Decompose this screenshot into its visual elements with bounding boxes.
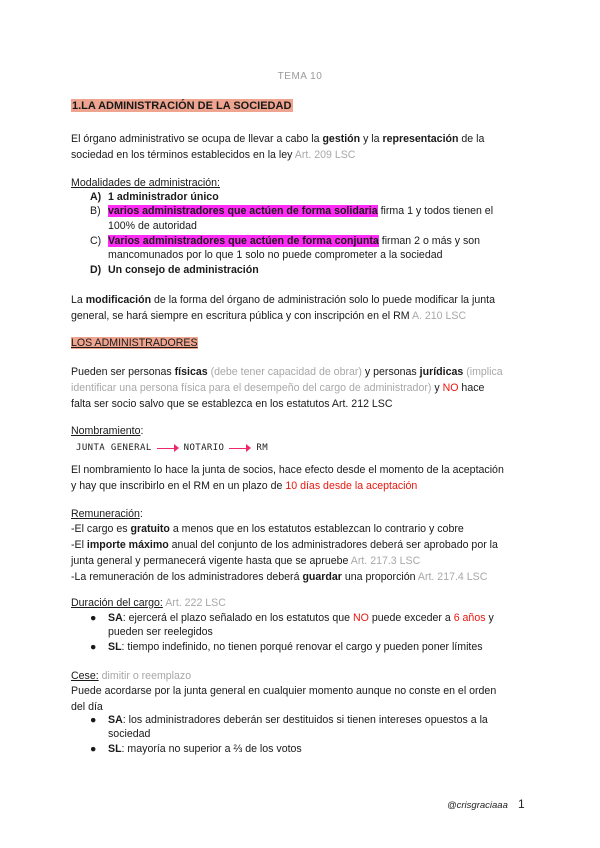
text: y (431, 382, 443, 394)
list-marker: A) (90, 191, 102, 203)
section-heading-administradores (71, 335, 198, 351)
grey-note: identificar una persona física para el desempeño del cargo de administrador) (71, 382, 432, 394)
highlighted-text: varios administradores que actúen de forma solidaria (108, 205, 378, 217)
article-reference: Art. 222 LSC (162, 597, 226, 609)
list-item-c (90, 234, 480, 249)
text: El nombramiento lo hace la junta de socios, hace efecto desde el momento de la aceptación (71, 464, 504, 476)
intro-paragraph (71, 131, 531, 163)
article-reference: Art. 209 LSC (294, 149, 356, 161)
red-emphasis: 10 días desde la aceptación (285, 480, 418, 492)
nombramiento-flow (76, 443, 268, 453)
text: : los administradores deberán ser destituidos si tienen intereses opuestos a la (122, 714, 488, 726)
arrow-right-icon (157, 444, 179, 452)
text: general, se hará siempre en escritura pública y con inscripción en el RM (71, 310, 412, 322)
text: y la (360, 133, 383, 145)
cese-item-sl (90, 742, 302, 757)
duracion-title (71, 595, 531, 611)
text: anual del conjunto de los administradores deberá ser aprobado por la (168, 539, 498, 551)
remuneracion-paragraph (71, 521, 541, 585)
remuneracion-title (71, 506, 531, 522)
bold-term: SL (108, 743, 122, 755)
text: Pueden ser personas (71, 366, 175, 378)
list-item-b-continuation: 100% de autoridad (108, 220, 197, 232)
text: del día (71, 701, 103, 713)
nombramiento-title (71, 423, 531, 439)
duracion-item-sa-continuation: pueden ser reelegidos (108, 626, 213, 638)
text: sociedad en los términos establecidos en la ley (71, 149, 295, 161)
section-heading-text: LOS ADMINISTRADORES (71, 337, 198, 349)
text: Puede acordarse por la junta general en cualquier momento aunque no conste en el orden (71, 685, 497, 697)
page-header-title: TEMA 10 (277, 71, 323, 82)
subheading: Cese: (71, 670, 99, 682)
section-heading-administracion: 1.LA ADMINISTRACIÓN DE LA SOCIEDAD (72, 100, 292, 112)
text: -La remuneración de los administradores deberá (71, 571, 303, 583)
text: hace (458, 382, 485, 394)
text: : (140, 425, 144, 437)
bullet-icon: ● (90, 714, 97, 726)
grey-note: dimitir o reemplazo (98, 670, 192, 682)
bold-term: jurídicas (419, 366, 464, 378)
text: : (139, 508, 143, 520)
page-number: 1 (518, 797, 525, 811)
duracion-item-sl (90, 640, 483, 655)
list-item-c-continuation: mancomunados por lo que 1 solo no puede comprometer a la sociedad (108, 249, 443, 261)
bold-term: importe máximo (86, 539, 169, 551)
text: de la forma del órgano de administración solo lo puede modificar la junta (151, 294, 495, 306)
bold-term: gestión (322, 133, 361, 145)
text: La (71, 294, 86, 306)
highlighted-text: Varios administradores que actúen de forma conjunta (108, 235, 379, 247)
red-emphasis: NO (442, 382, 459, 394)
subheading: Nombramiento (71, 425, 141, 437)
text: -El (71, 539, 87, 551)
text: junta general y permanecerá vigente hasta que se apruebe (71, 555, 351, 567)
list-item-d (90, 263, 259, 278)
red-emphasis: 6 años (453, 612, 486, 624)
text: y personas (361, 366, 420, 378)
text: de la (458, 133, 485, 145)
list-marker: C) (90, 235, 102, 247)
bold-term: SA (108, 612, 123, 624)
list-text: 1 administrador único (108, 191, 219, 203)
bold-term: modificación (85, 294, 152, 306)
bold-term: SL (108, 641, 122, 653)
list-text: firma 1 y todos tienen el (377, 205, 494, 217)
bullet-icon: ● (90, 612, 97, 624)
text: falta ser socio salvo que se establezca en los estatutos Art. 212 LSC (71, 398, 393, 410)
text: : tiempo indefinido, no tienen porqué renovar el cargo y pueden poner límites (121, 641, 483, 653)
text: El órgano administrativo se ocupa de llevar a cabo la (71, 133, 323, 145)
nombramiento-paragraph (71, 462, 541, 494)
cese-title (71, 668, 531, 684)
text: y (485, 612, 494, 624)
list-marker: B) (90, 205, 101, 217)
bullet-icon: ● (90, 641, 97, 653)
text: y hay que inscribirlo en el RM en un plazo de (71, 480, 286, 492)
article-reference: A. 210 LSC (411, 310, 467, 322)
cese-paragraph (71, 683, 541, 715)
grey-note: (implica (463, 366, 503, 378)
list-text: Un consejo de administración (108, 264, 259, 276)
personas-paragraph (71, 364, 541, 412)
article-reference: Art. 217.4 LSC (417, 571, 488, 583)
text: una proporción (341, 571, 418, 583)
list-item-a (90, 190, 219, 205)
list-text: firman 2 o más y son (378, 235, 481, 247)
bold-term: físicas (174, 366, 208, 378)
arrow-right-icon (229, 444, 251, 452)
subheading: Remuneración (71, 508, 140, 520)
article-reference: Art. 217.3 LSC (350, 555, 421, 567)
subheading: Duración del cargo: (71, 597, 163, 609)
bold-term: gratuito (130, 523, 170, 535)
modalidades-title: Modalidades de administración: (71, 177, 220, 189)
duracion-item-sa (90, 611, 494, 626)
text: -El cargo es (71, 523, 131, 535)
cese-item-sa (90, 713, 488, 728)
cese-item-sa-continuation: sociedad (108, 728, 151, 740)
author-handle: @crisgraciaaa (447, 800, 508, 811)
flow-step: NOTARIO (183, 443, 225, 453)
flow-step: RM (256, 443, 269, 453)
bold-term: representación (382, 133, 459, 145)
bullet-icon: ● (90, 743, 97, 755)
bold-term: SA (108, 714, 123, 726)
text: : ejercerá el plazo señalado en los estatutos que (122, 612, 353, 624)
text: puede exceder a (368, 612, 454, 624)
text: a menos que en los estatutos establezcan lo contrario y cobre (169, 523, 464, 535)
text: : mayoría no superior a ⅔ de los votos (121, 743, 302, 755)
bold-term: guardar (302, 571, 342, 583)
modificacion-paragraph (71, 292, 531, 324)
list-marker: D) (90, 264, 102, 276)
flow-step: JUNTA GENERAL (76, 443, 152, 453)
red-emphasis: NO (353, 612, 369, 624)
grey-note: (debe tener capacidad de obrar) (207, 366, 362, 378)
list-item-b (90, 204, 493, 219)
